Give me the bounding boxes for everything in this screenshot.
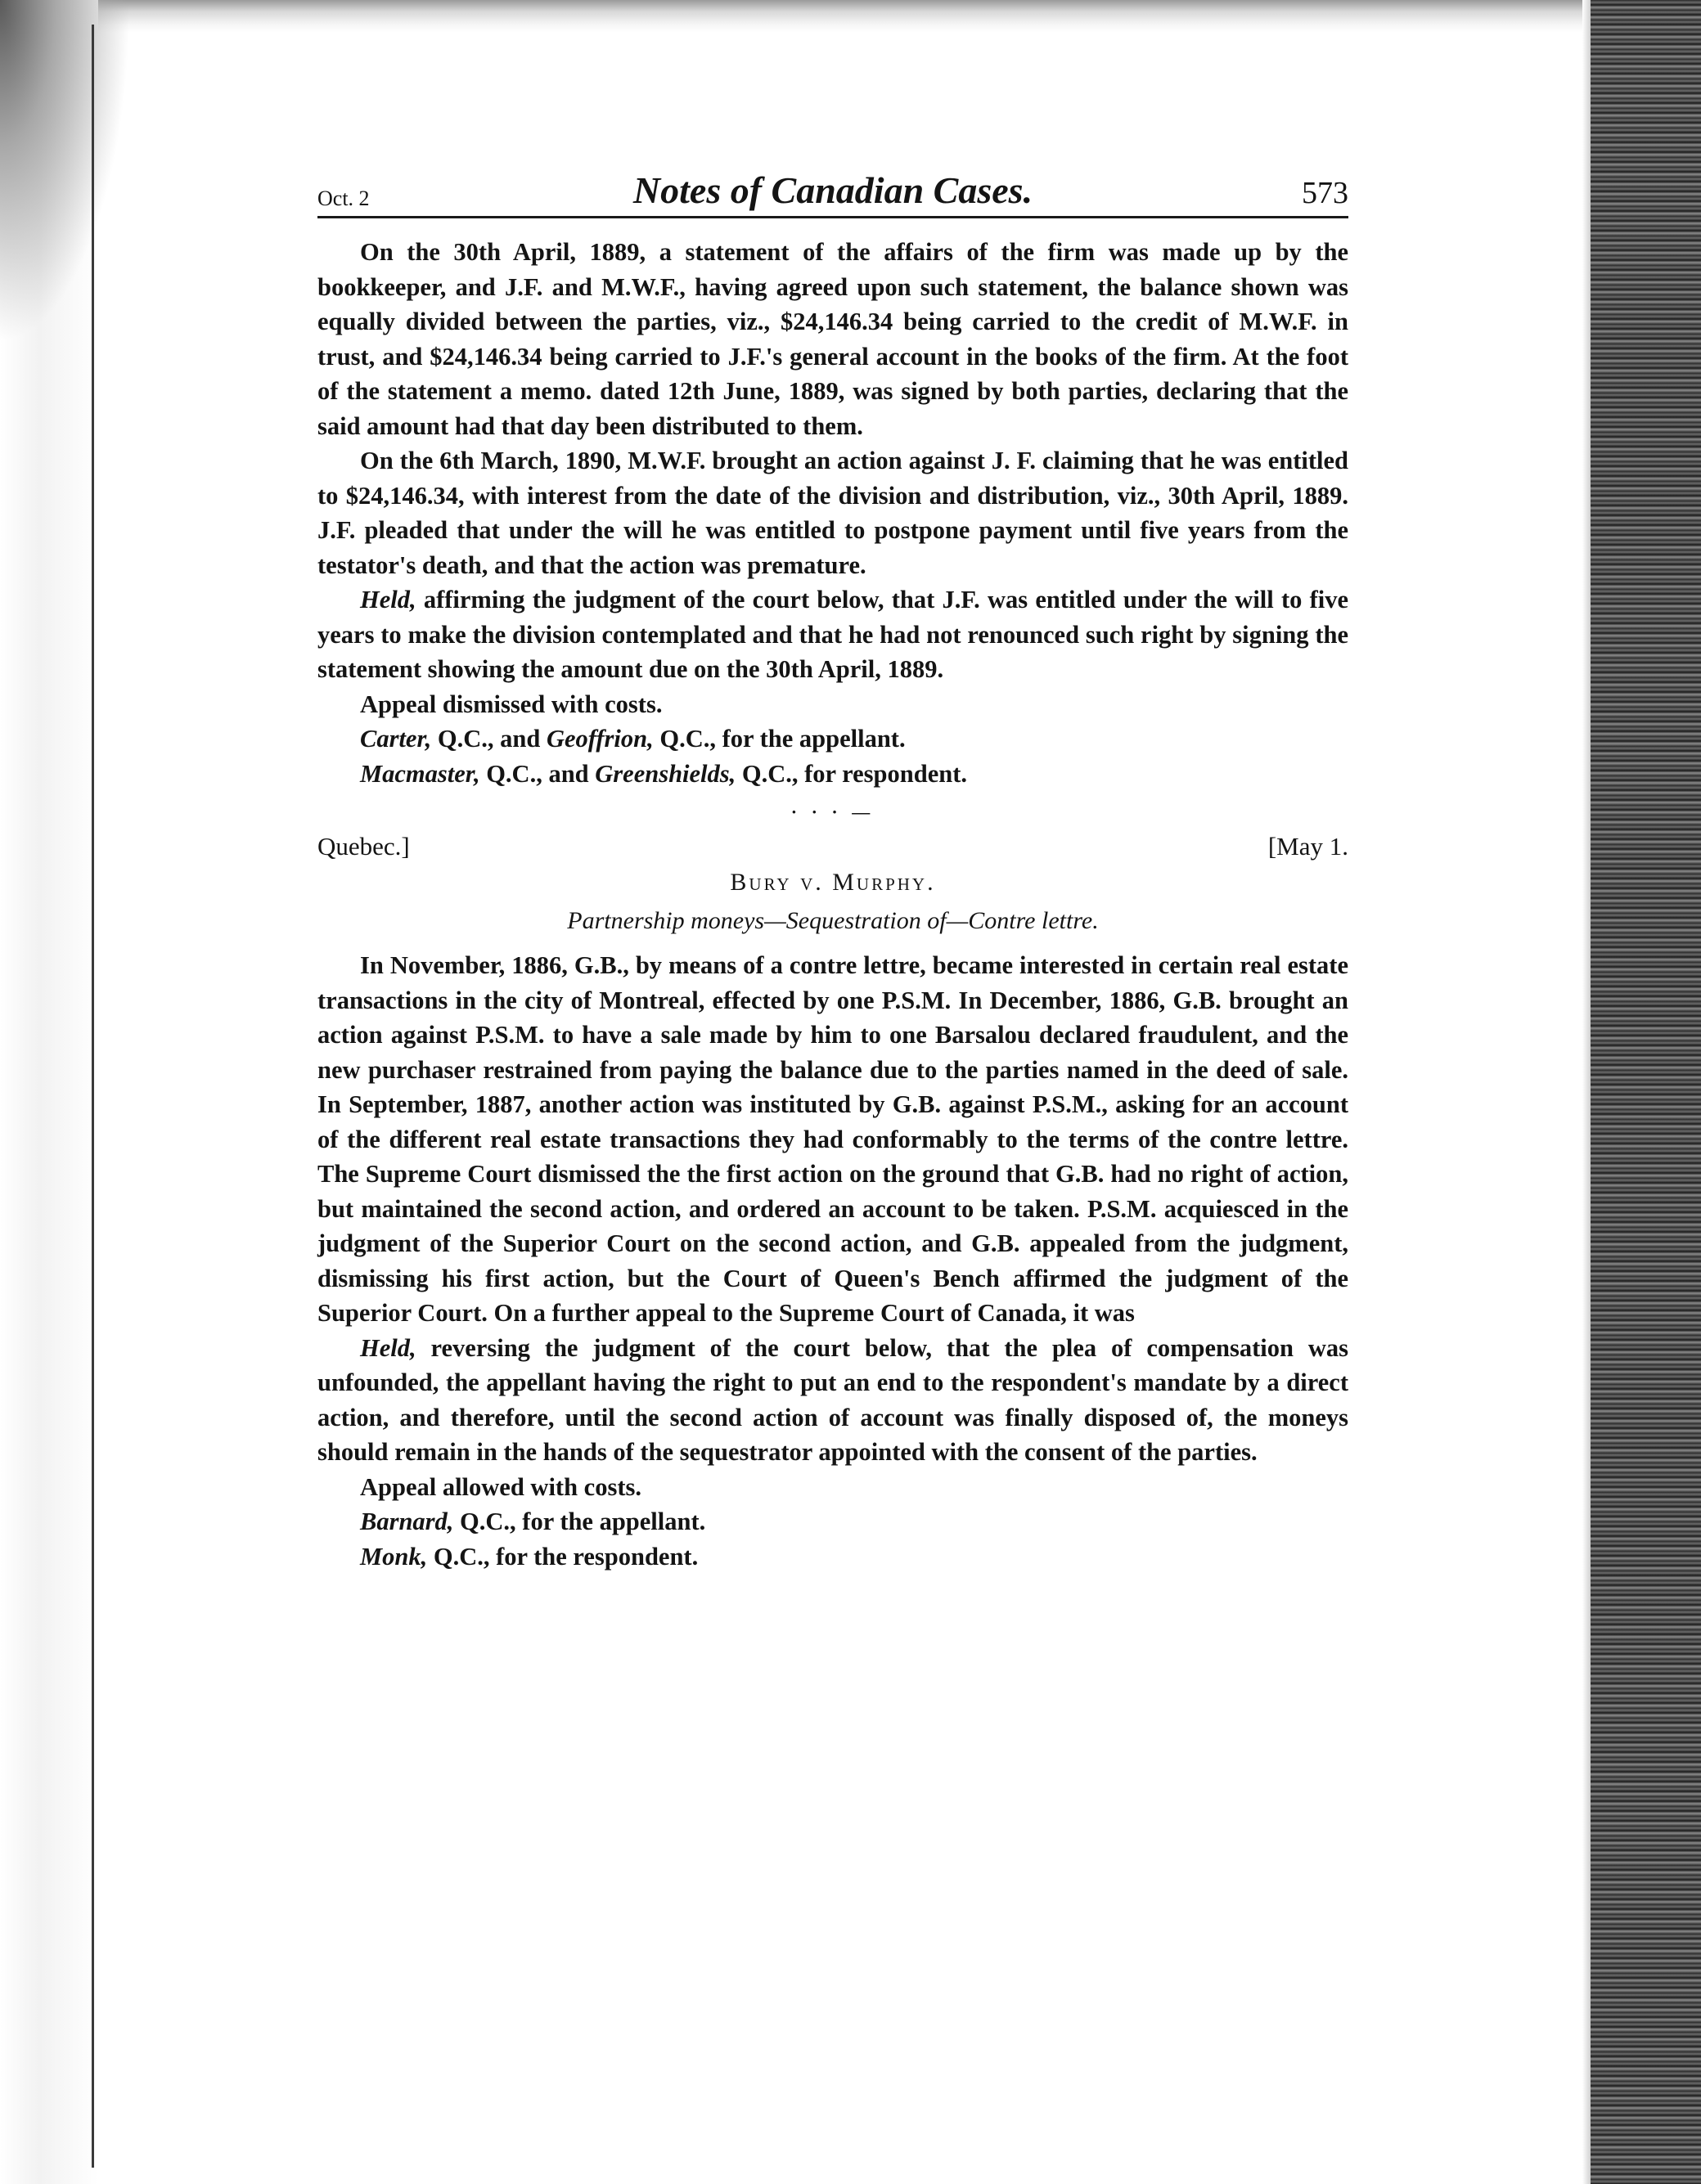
counsel-text: Q.C., and	[479, 759, 596, 788]
case-separator: · · · —	[790, 802, 875, 822]
case2-title: Bury v. Murphy.	[730, 869, 936, 896]
counsel-text: Q.C., for respondent.	[736, 759, 967, 788]
counsel-name: Geoffrion,	[546, 725, 654, 753]
scan-corner-shadow	[0, 0, 131, 344]
counsel-text: Q.C., for the respondent.	[427, 1542, 699, 1571]
counsel-name: Carter,	[360, 725, 432, 753]
running-head-title: Notes of Canadian Cases.	[632, 169, 1033, 211]
counsel-text: Q.C., for the appellant.	[453, 1508, 706, 1535]
case2-court: Quebec.]	[317, 832, 410, 861]
case1-held-label: Held,	[360, 586, 416, 613]
counsel-name: Greenshields,	[595, 759, 736, 788]
case1-paragraph-1: On the 30th April, 1889, a statement of the affairs of the firm was made up by the bookkeeper, and J.F. and M.W.F., having agreed upon such statement, the balance shown was equally divided between the parties, viz., $24,146.34 being carried to the credit of M.W.F. in trust, and $24,146.34 being carried to J.F.'s general account in the books of the firm. At the foot of the statement a memo. dated 12th June, 1889, was signed by both parties, declaring that the said amount had that day been distributed to them.	[317, 238, 1348, 440]
case2-court-line	[317, 829, 1348, 865]
running-head-date: Oct. 2	[317, 186, 370, 210]
case1-counsel-appellant	[317, 721, 1348, 757]
counsel-name: Macmaster,	[360, 759, 480, 788]
case1-body	[317, 235, 1348, 1574]
case2-counsel-respondent	[317, 1539, 1348, 1575]
case1-held	[317, 582, 1348, 687]
counsel-text: Q.C., and	[431, 725, 547, 753]
case2-paragraph-1: In November, 1886, G.B., by means of a contre lettre, became interested in certain real estate transactions in the city of Montreal, effected by one P.S.M. In December, 1886, G.B. brought an action against P.S.M. to have a sale made by him to one Barsalou declared fraudulent, and the new purchaser restrained from paying the balance due to the parties named in the deed of sale. In September, 1887, another action was instituted by G.B. against P.S.M., asking for an account of the different real estate transactions they had conformably to the terms of the contre lettre. The Supreme Court dismissed the the first action on the ground that G.B. had no right of action, but maintained the second action, and ordered an account to be taken. P.S.M. acquiesced in the judgment of the Superior Court on the second action, and G.B. appealed from the judgment, dismissing his first action, but the Court of Queen's Bench affirmed the judgment of the Superior Court. On a further appeal to the Supreme Court of Canada, it was	[317, 951, 1348, 1327]
counsel-name: Monk,	[360, 1542, 428, 1571]
counsel-name: Barnard,	[360, 1508, 454, 1535]
case1-counsel-respondent	[317, 757, 1348, 792]
running-head	[317, 164, 1348, 218]
counsel-text: Q.C., for the appellant.	[653, 725, 906, 753]
case2-held-text: reversing the judgment of the court below, that the plea of compensation was unfounded, the appellant having the right to put an end to the respondent's mandate by a direct action, and therefore, until the second action of account was finally disposed of, the moneys should remain in the hands of the sequestrator appointed with the consent of the parties.	[317, 1333, 1348, 1466]
scan-top-shadow	[0, 0, 1701, 33]
scan-binding-edge	[92, 25, 94, 2168]
case2-disposition: Appeal allowed with costs.	[360, 1472, 641, 1501]
case2-counsel-appellant	[317, 1504, 1348, 1539]
case2-held	[317, 1331, 1348, 1470]
case2-date: [May 1.	[1267, 832, 1348, 861]
case1-disposition: Appeal dismissed with costs.	[360, 690, 663, 718]
page-number: 573	[1302, 176, 1348, 210]
case2-held-label: Held,	[360, 1333, 416, 1362]
page-content	[317, 164, 1348, 1574]
scan-right-border	[1591, 0, 1701, 2184]
case1-held-text: affirming the judgment of the court below, that J.F. was entitled under the will to five years to make the division contemplated and that he had not renounced such right by signing the statement showing the amount due on the 30th April, 1889.	[317, 586, 1348, 683]
case1-paragraph-2: On the 6th March, 1890, M.W.F. brought an action against J. F. claiming that he was entitled to $24,146.34, with interest from the date of the division and distribution, viz., 30th April, 1889. J.F. pleaded that under the will he was entitled to postpone payment until five years from the testator's death, and that the action was premature.	[317, 447, 1348, 579]
case2-headnote: Partnership moneys—Sequestration of—Contre lettre.	[567, 907, 1099, 934]
scan-right-fade	[1582, 0, 1591, 2184]
